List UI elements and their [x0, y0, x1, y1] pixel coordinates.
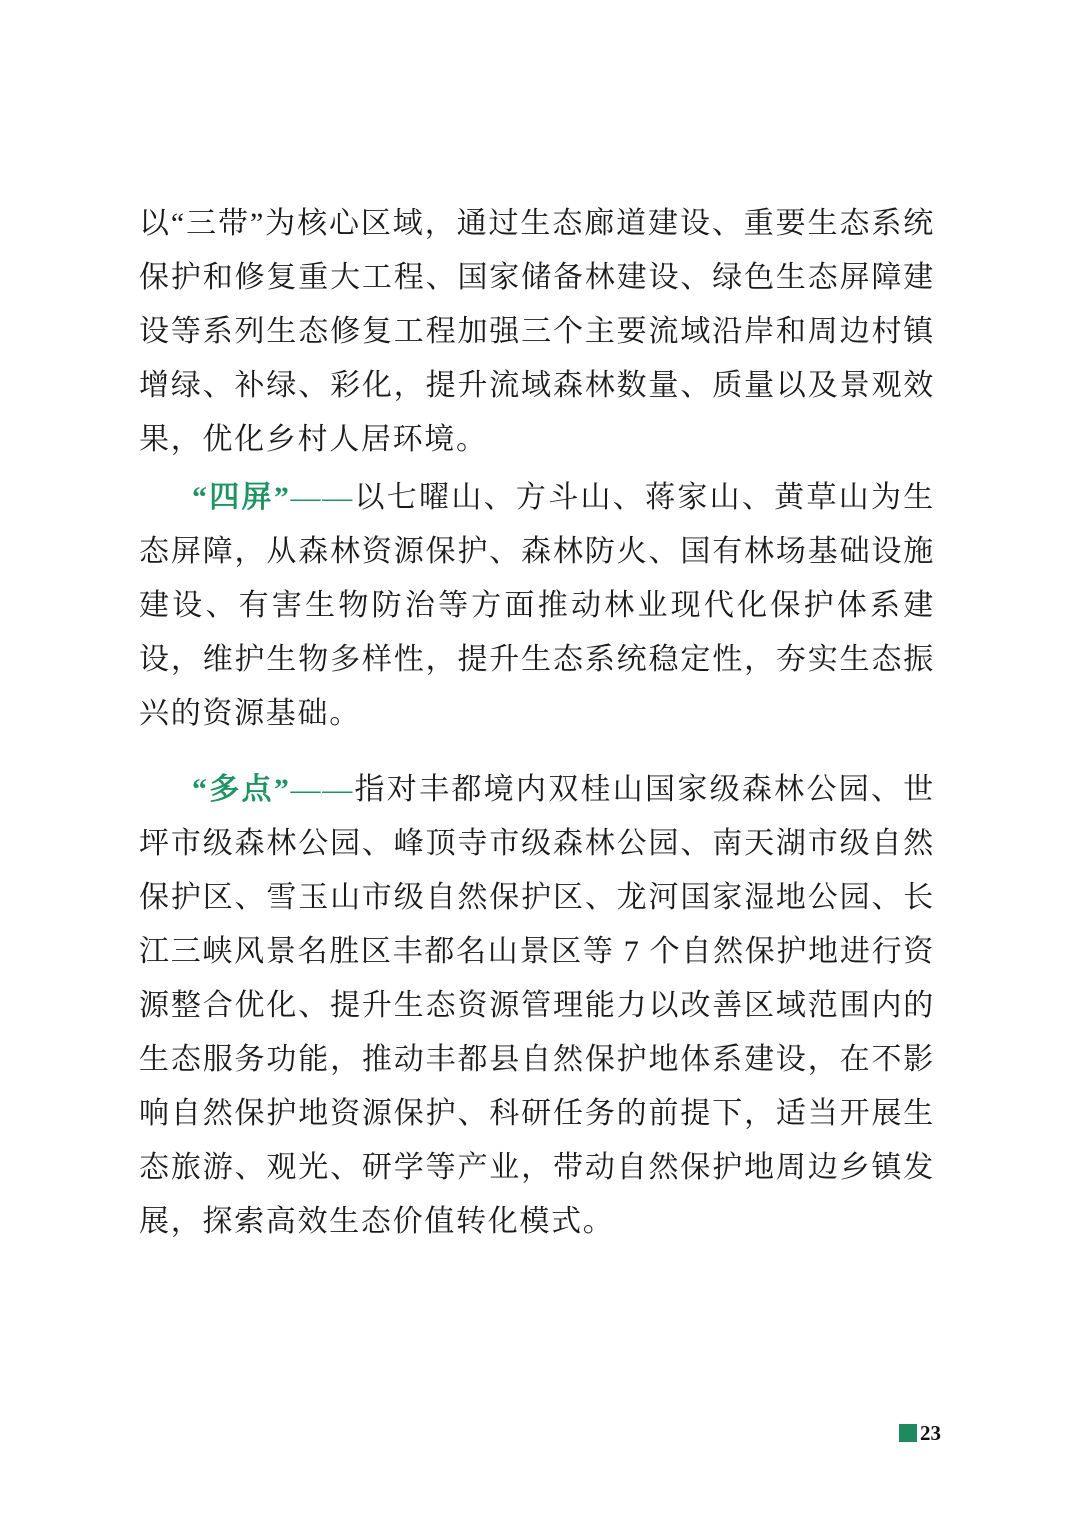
paragraph-text: 指对丰都境内双桂山国家级森林公园、世坪市级森林公园、峰顶寺市级森林公园、南天湖市级自然保护区、雪玉山市级自然保护区、龙河国家湿地公园、长江三峡风景名胜区丰都名山景区等 7 个自然保护地进行资源整合优化、提升生态资源管理能力以改善区域范围内的生态服务功能，推动丰都县自然保护地体系建设，在不影响自然保护地资源保护、科研任务的前提下，适当开展生态旅游、观光、研学等产业，带动自然保护地周边乡镇发展，探索高效生态价值转化模式。: [139, 773, 935, 1238]
page-footer: [899, 1421, 941, 1445]
page-number-marker-square: [899, 1424, 917, 1442]
paragraph-text: 以“三带”为核心区域，通过生态廊道建设、重要生态系统保护和修复重大工程、国家储备林建设、绿色生态屏障建设等系列生态修复工程加强三个主要流域沿岸和周边村镇增绿、补绿、彩化，提升流域森林数量、质量以及景观效果，优化乡村人居环境。: [139, 207, 935, 456]
paragraph-text: 以七曜山、方斗山、蒋家山、黄草山为生态屏障，从森林资源保护、森林防火、国有林场基础设施建设、有害生物防治等方面推动林业现代化保护体系建设，维护生物多样性，提升生态系统稳定性，夯实生态振兴的资源基础。: [139, 481, 935, 730]
paragraph: [139, 763, 935, 1249]
highlighted-term: “多点”: [192, 773, 291, 806]
paragraph: [139, 197, 935, 467]
document-body: [139, 197, 935, 1249]
highlighted-term: “四屏”: [192, 481, 291, 514]
page-number: 23: [920, 1421, 941, 1445]
em-dash: ——: [290, 773, 354, 806]
em-dash: ——: [290, 481, 354, 514]
paragraph: [139, 471, 935, 741]
